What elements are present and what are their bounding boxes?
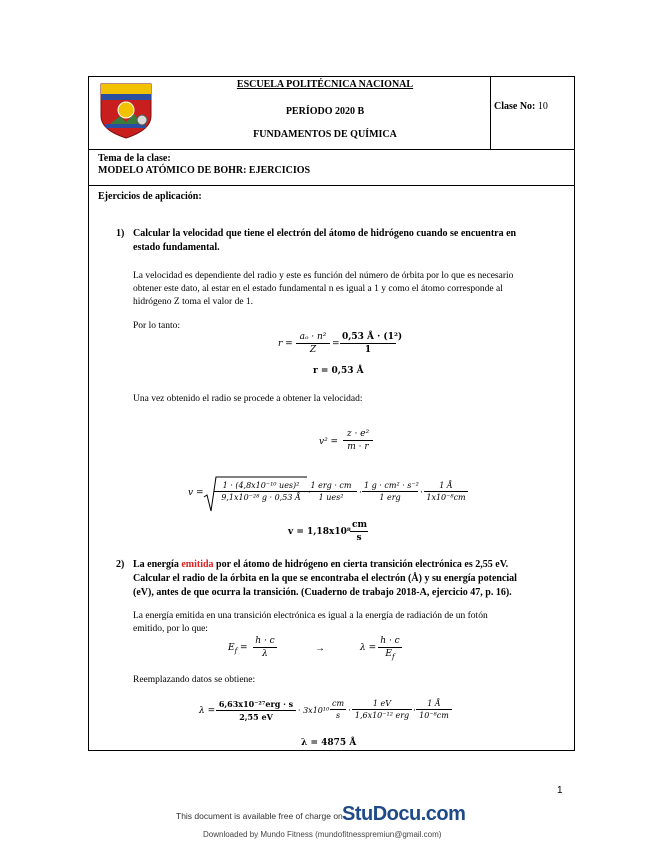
ex2-eq1-num: h · c [253, 636, 277, 648]
ex2-eq2-f4-num: 1 Å [416, 699, 452, 710]
ex1-eq3-fraction4 [424, 481, 468, 502]
ex1-paragraph-line2: obtener este dato, al estar en el estado fundamental n es igual a 1 y como el átomo corresponde al [133, 284, 503, 294]
ex1-question-line1: Calcular la velocidad que tiene el electrón del átomo de hidrógeno cuando se encuentra en [133, 228, 517, 239]
ex1-eq3-f1-den: 9,1x10⁻²⁸ g · 0,53 Å [221, 493, 301, 502]
page-number: 1 [557, 785, 563, 796]
studocu-logo[interactable]: StuDocu.com [342, 803, 466, 825]
header-divider [88, 149, 575, 150]
ex2-eq1b-den-E: E [385, 649, 392, 659]
ex1-paragraph [133, 270, 558, 309]
ex2-question-line2: Calcular el radio de la órbita en la que se encontraba el electrón (Å) y su energía potencial [133, 573, 517, 584]
ex2-eq1b-den [378, 648, 402, 661]
ex1-paragraph-line3: hidrógeno Z toma el valor de 1. [133, 297, 254, 307]
ex2-eq2-speed: · 3x10¹⁰ [298, 706, 330, 715]
ex2-eq1b-lhs: λ = [360, 643, 377, 653]
class-column-divider [490, 76, 491, 149]
ex1-eq3-f3-den: 1 erg [379, 493, 401, 502]
ex2-eq1b-num: h · c [378, 636, 402, 648]
ex2-number: 2) [116, 559, 125, 570]
ex1-eq1-num: aₒ · n² [296, 332, 330, 344]
ex2-eq2-f1-num: 6,63x10⁻²⁷erg · s [216, 699, 296, 711]
ex2-eq1b-den-sub: f [391, 652, 395, 661]
ex2-eq1-fraction [253, 636, 277, 659]
ex1-eq3-fraction2 [305, 481, 357, 502]
ex2-eq2-f1-den: 2,55 eV [239, 712, 273, 722]
ex2-eq2-fraction3 [352, 699, 412, 720]
period: PERÍODO 2020 B [285, 106, 365, 117]
school-name: ESCUELA POLITÉCNICA NACIONAL [236, 79, 414, 90]
ex1-radius-result: r = 0,53 Å [313, 366, 364, 376]
course-name: FUNDAMENTOS DE QUÍMICA [253, 129, 397, 140]
ex1-eq1-equals: = [332, 339, 340, 349]
ex2-eq1-lhs [228, 643, 248, 655]
ex2-question-line1 [133, 559, 558, 570]
ex1-eq1-den: Z [309, 345, 317, 355]
ex1-paragraph-line1: La velocidad es dependiente del radio y este es función del número de órbita por lo que es necesario [133, 271, 514, 281]
topic-divider [88, 185, 575, 186]
ex2-question-line3: (eV), antes de que ocurra la transición. (Cuaderno de trabajo 2018-A, ejercicio 47, p. 16). [133, 587, 512, 598]
ex2-eq1-sub: f [234, 646, 238, 655]
ex1-eq1-den2: 1 [364, 345, 372, 355]
ex1-eq3-f2-num: 1 erg · cm [305, 481, 357, 492]
ex1-eq1-lhs: r = [278, 339, 293, 349]
ex1-eq1-fraction1 [296, 332, 330, 355]
ex1-eq3-dot3: · [420, 488, 423, 498]
ex2-eq1-den: λ [262, 649, 268, 659]
ex2-eq2-fraction1 [216, 699, 296, 722]
topic-title: MODELO ATÓMICO DE BOHR: EJERCICIOS [98, 165, 311, 176]
footer-downloaded-text: Downloaded by Mundo Fitness (mundofitnesspremiun@gmail.com) [203, 830, 442, 839]
ex2-lambda-result: λ = 4875 Å [301, 738, 357, 748]
ex1-velocity-unit [350, 520, 368, 543]
ex1-eq1-num2: 0,53 Å · (1²) [342, 332, 403, 342]
ex1-eq3-f4-den: 1x10⁻⁸cm [426, 493, 466, 502]
ex2-eq2-f3-den: 1,6x10⁻¹² erg [354, 711, 410, 720]
ex1-eq3-fraction3 [362, 481, 418, 502]
ex2-paragraph [133, 610, 558, 636]
ex2-eq2-f2-den: s [335, 711, 341, 720]
class-label: Clase No: [494, 101, 536, 112]
ex1-eq2-fraction [343, 429, 373, 452]
ex1-eq3-f2-den: 1 ues² [318, 493, 344, 502]
ex1-eq3-dot2: · [359, 488, 362, 498]
ex1-eq1-fraction2 [340, 332, 403, 355]
ex2-replacing: Reemplazando datos se obtiene: [133, 675, 256, 685]
topic-label: Tema de la clase: [98, 153, 171, 164]
ex2-eq2-f4-den: 10⁻⁸cm [419, 711, 449, 720]
ex2-q-emitted: emitida [181, 559, 214, 570]
ex1-eq3-fraction1 [214, 481, 308, 502]
class-number: 10 [537, 101, 548, 112]
ex1-question-line2: estado fundamental. [133, 242, 220, 253]
ex1-eq3-f3-num: 1 g · cm² · s⁻² [364, 481, 419, 490]
ex2-eq2-fraction2 [330, 699, 346, 720]
section-title: Ejercicios de aplicación: [98, 191, 202, 202]
class-number-row [494, 101, 548, 112]
ex1-eq2-lhs: v² = [319, 437, 339, 447]
ex1-therefore: Por lo tanto: [133, 321, 180, 331]
ex2-eq2-dot2: · [348, 706, 351, 716]
ex1-eq3-f1-num: 1 · (4,8x10⁻¹⁰ ues)² [214, 481, 308, 492]
ex1-eq3-lhs: v = [188, 488, 204, 498]
school-logo-icon [96, 80, 156, 142]
ex2-eq2-fraction4 [416, 699, 452, 720]
document-frame [88, 76, 575, 751]
ex1-number: 1) [116, 228, 125, 239]
ex1-velocity-intro: Una vez obtenido el radio se procede a obtener la velocidad: [133, 394, 363, 404]
ex2-eq1b-fraction [378, 636, 402, 661]
ex2-eq2-f3-num: 1 eV [352, 699, 412, 710]
ex2-q-b: por el átomo de hidrógeno en cierta transición electrónica es 2,55 eV. [216, 559, 509, 570]
ex1-eq2-num: z · e² [343, 429, 373, 441]
arrow-right-icon: → [315, 643, 325, 654]
ex1-eq3-dot1: · [308, 488, 311, 498]
ex2-eq2-dot3: · [413, 706, 416, 716]
ex2-q-a: La energía [133, 559, 179, 570]
ex1-velocity-unit-num: cm [352, 520, 368, 530]
ex1-eq3-f4-num: 1 Å [424, 481, 468, 492]
ex1-velocity-result: v = 1,18x10⁸ [288, 527, 351, 537]
ex2-eq1-E: E [228, 643, 235, 653]
ex2-eq1-equals: = [240, 643, 248, 653]
ex2-paragraph-line2: emitido, por lo que: [133, 624, 208, 634]
ex2-eq2-lhs: λ = [199, 706, 216, 716]
ex2-paragraph-line1: La energía emitida en una transición electrónica es igual a la energía de radiación de un fotón [133, 611, 488, 621]
ex2-eq2-f2-num: cm [332, 699, 345, 708]
ex1-eq2-den: m · r [347, 442, 369, 452]
ex1-velocity-unit-den: s [356, 533, 362, 543]
footer-available-text: This document is available free of charge on [176, 811, 343, 821]
